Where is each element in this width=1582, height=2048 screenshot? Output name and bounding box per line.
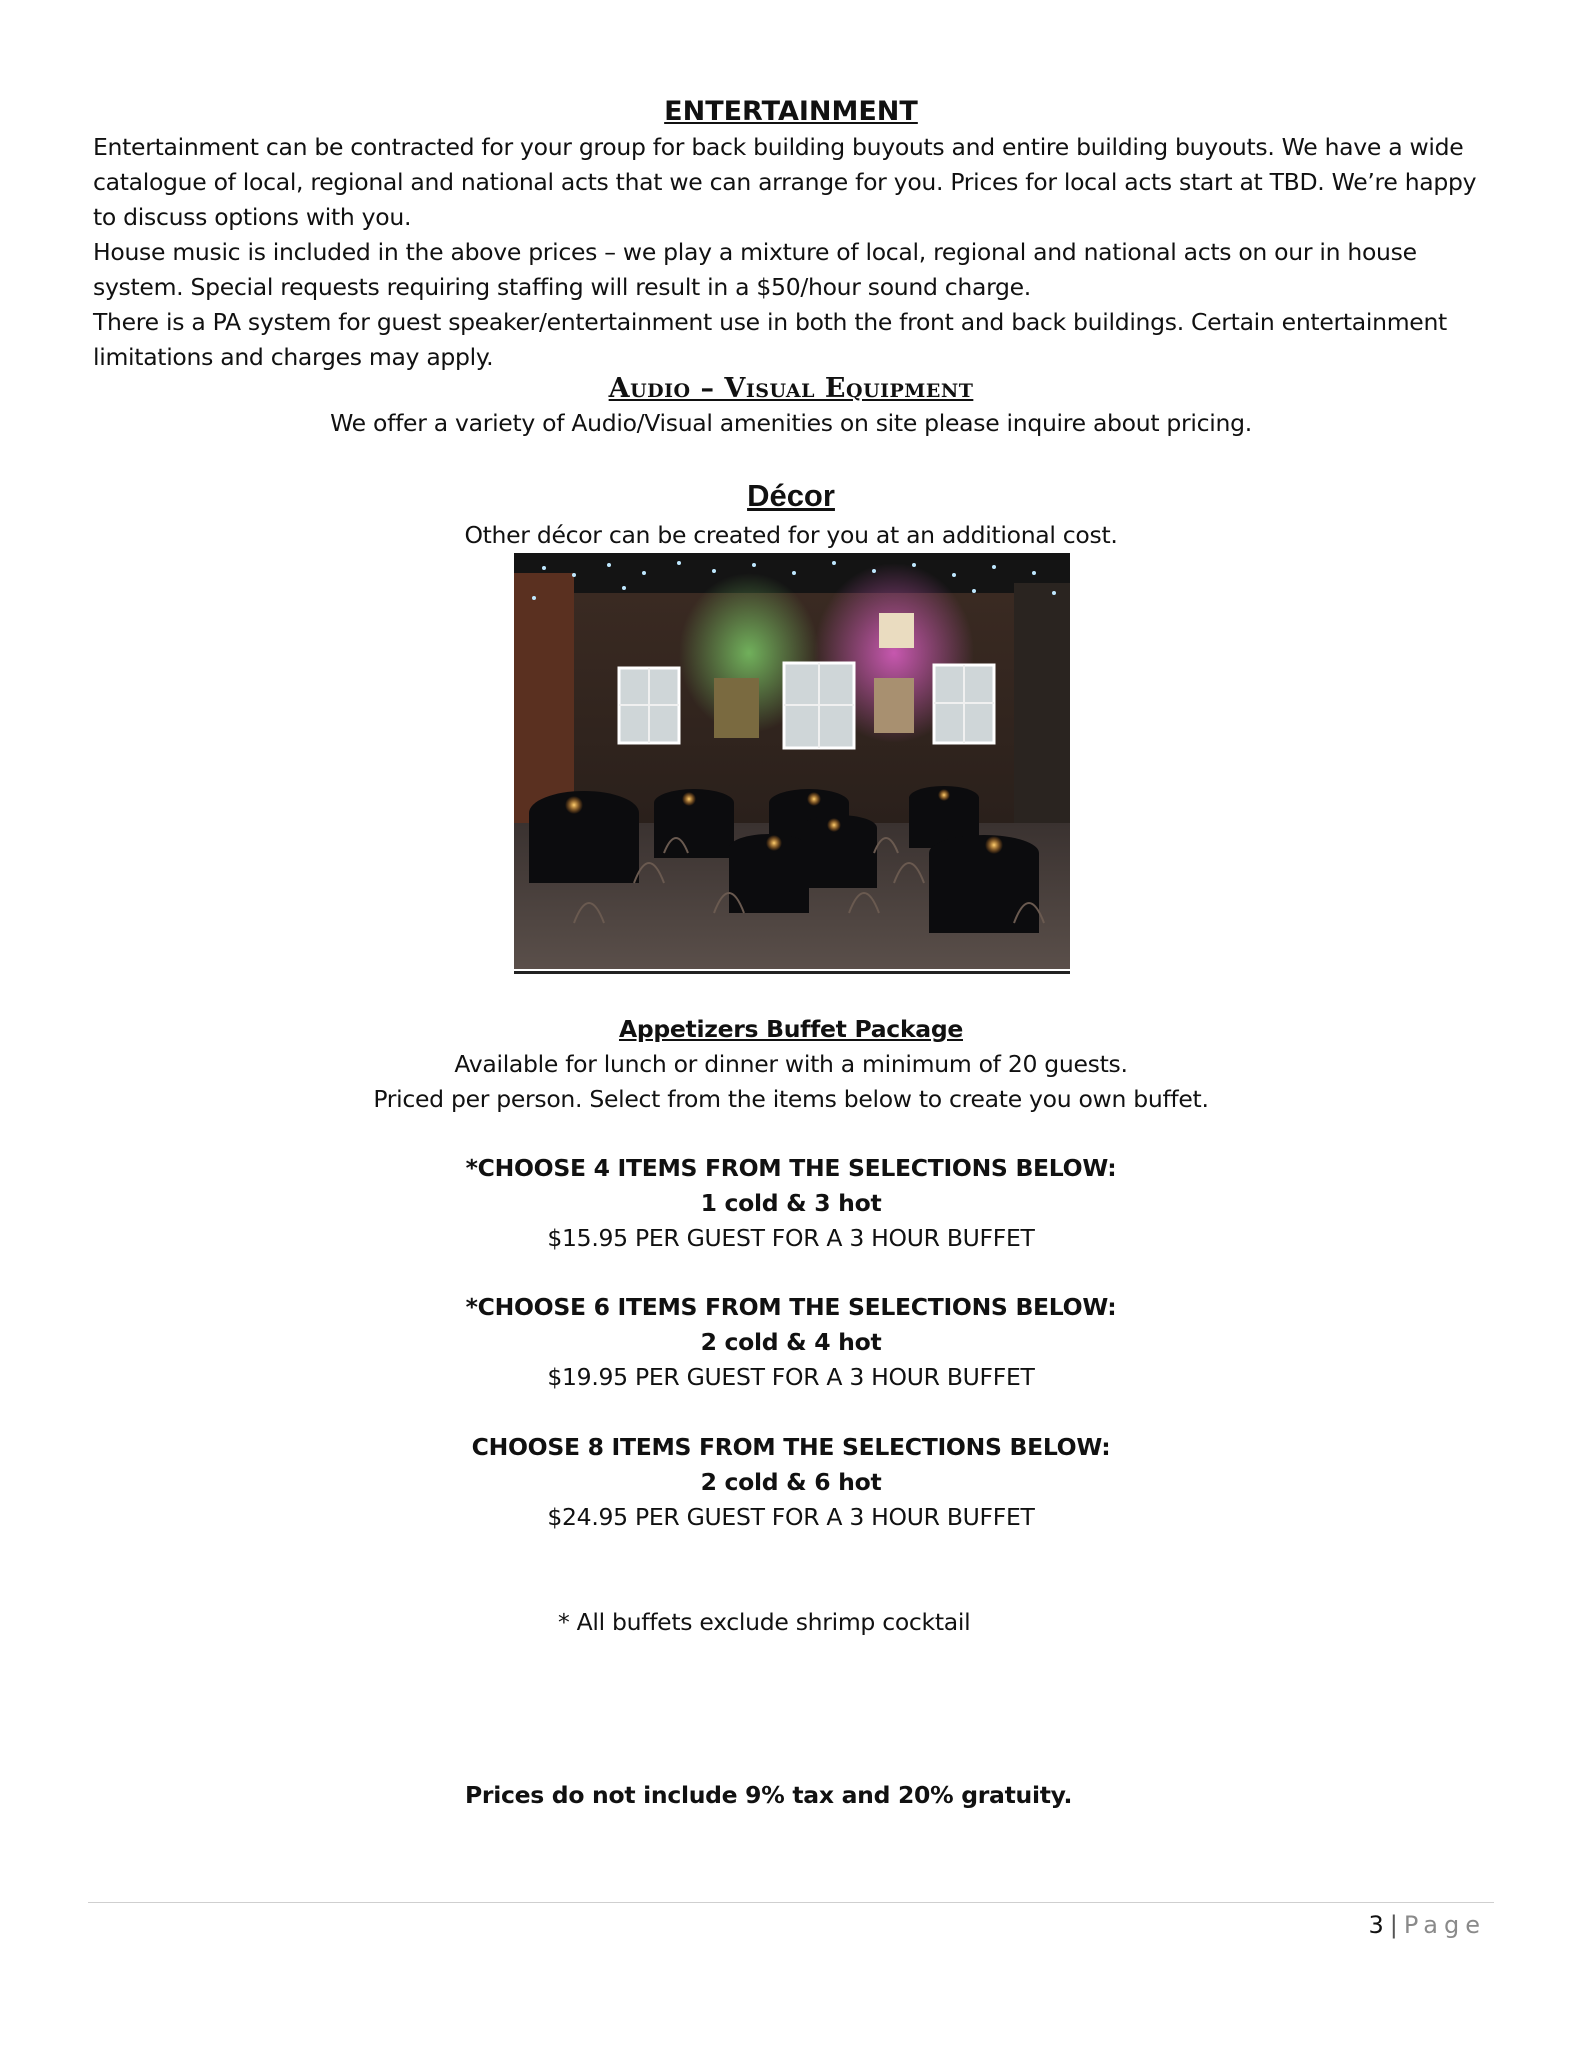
option-4-title: *CHOOSE 4 ITEMS FROM THE SELECTIONS BELOW: [465, 1154, 1117, 1182]
option-6-split: 2 cold & 4 hot [700, 1328, 882, 1356]
option-8-split: 2 cold & 6 hot [700, 1468, 882, 1496]
decor-heading: Décor [747, 478, 835, 513]
audio-visual-text: We offer a variety of Audio/Visual amenities on site please inquire about pricing. [330, 409, 1252, 437]
entertainment-line: House music is included in the above prices – we play a mixture of local, regional and national acts on our in house [93, 238, 1417, 266]
option-8-title: CHOOSE 8 ITEMS FROM THE SELECTIONS BELOW: [471, 1433, 1111, 1461]
page-separator: | [1389, 1911, 1398, 1939]
entertainment-line: to discuss options with you. [93, 203, 412, 231]
photo-underline [514, 971, 1070, 974]
option-8-price: $24.95 PER GUEST FOR A 3 HOUR BUFFET [547, 1503, 1035, 1531]
option-6-title: *CHOOSE 6 ITEMS FROM THE SELECTIONS BELOW: [465, 1293, 1117, 1321]
footer-divider [88, 1902, 1494, 1903]
entertainment-heading: ENTERTAINMENT [664, 96, 918, 127]
entertainment-line: system. Special requests requiring staffing will result in a $50/hour sound charge. [93, 273, 1031, 301]
audio-visual-heading: Audio – Visual Equipment [608, 373, 974, 404]
buffet-intro-1: Available for lunch or dinner with a minimum of 20 guests. [454, 1050, 1128, 1078]
decor-text: Other décor can be created for you at an additional cost. [464, 521, 1118, 549]
entertainment-body [93, 130, 1493, 375]
entertainment-line: catalogue of local, regional and national acts that we can arrange for you. Prices for local acts start at TBD. We’re happy [93, 168, 1477, 196]
page-number-footer [1369, 1907, 1486, 1943]
entertainment-line: Entertainment can be contracted for your group for back building buyouts and entire building buyouts. We have a wide [93, 133, 1464, 161]
option-4-split: 1 cold & 3 hot [700, 1189, 882, 1217]
tax-gratuity-note: Prices do not include 9% tax and 20% gratuity. [465, 1781, 1073, 1809]
venue-room-photo-image [514, 553, 1070, 969]
option-6-price: $19.95 PER GUEST FOR A 3 HOUR BUFFET [547, 1363, 1035, 1391]
entertainment-line: limitations and charges may apply. [93, 343, 494, 371]
option-4-price: $15.95 PER GUEST FOR A 3 HOUR BUFFET [547, 1224, 1035, 1252]
page-number: 3 [1368, 1911, 1384, 1939]
venue-room-photo [514, 553, 1070, 969]
page-label: Page [1403, 1911, 1486, 1939]
entertainment-line: There is a PA system for guest speaker/entertainment use in both the front and back buildings. Certain entertainment [93, 308, 1447, 336]
buffet-exclusion-note: * All buffets exclude shrimp cocktail [558, 1608, 971, 1636]
buffet-heading: Appetizers Buffet Package [618, 1015, 963, 1043]
buffet-intro-2: Priced per person. Select from the items below to create you own buffet. [373, 1085, 1209, 1113]
